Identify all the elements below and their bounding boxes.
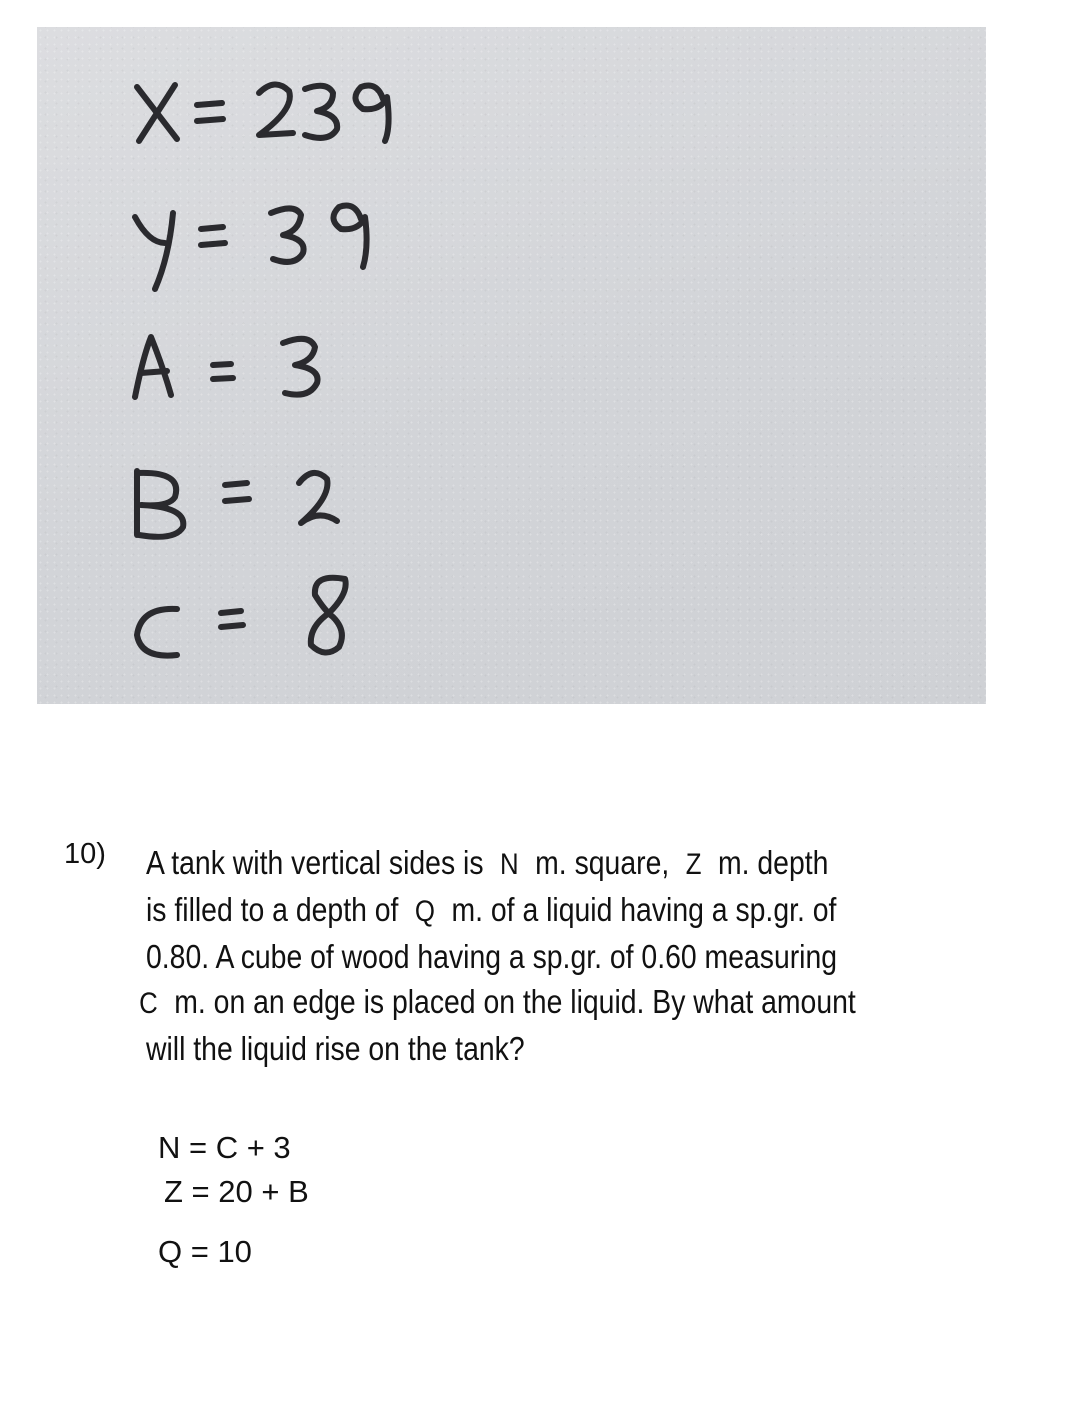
variable-c: C <box>139 987 158 1020</box>
question-number: 10) <box>64 838 106 870</box>
definition-z: Z = 20 + B <box>164 1174 309 1209</box>
question-line-1 <box>146 840 834 887</box>
variable-n: N <box>500 848 519 881</box>
question-line-3: 0.80. A cube of wood having a sp.gr. of 0.60 measuring <box>146 938 838 975</box>
question-line-1-start: A tank with vertical sides is <box>146 844 484 881</box>
question-text <box>139 840 856 1071</box>
variable-z: Z <box>685 848 702 881</box>
question-line-1-middle: m. square, <box>535 844 670 881</box>
question-line-1-end: m. depth <box>717 844 829 881</box>
variable-definitions <box>158 1126 309 1274</box>
question-line-2-start: is filled to a depth of <box>146 891 399 928</box>
definition-q: Q = 10 <box>158 1234 252 1269</box>
question-line-2 <box>146 887 837 934</box>
question-line-4 <box>131 979 856 1026</box>
handwritten-note-photo <box>37 27 986 704</box>
variable-q: Q <box>414 895 436 928</box>
question-line-2-end: m. of a liquid having a sp.gr. of <box>451 891 837 928</box>
definition-n: N = C + 3 <box>158 1130 291 1165</box>
question-line-5: will the liquid rise on the tank? <box>146 1030 525 1067</box>
question-line-4-end: m. on an edge is placed on the liquid. By what amount <box>174 983 856 1020</box>
